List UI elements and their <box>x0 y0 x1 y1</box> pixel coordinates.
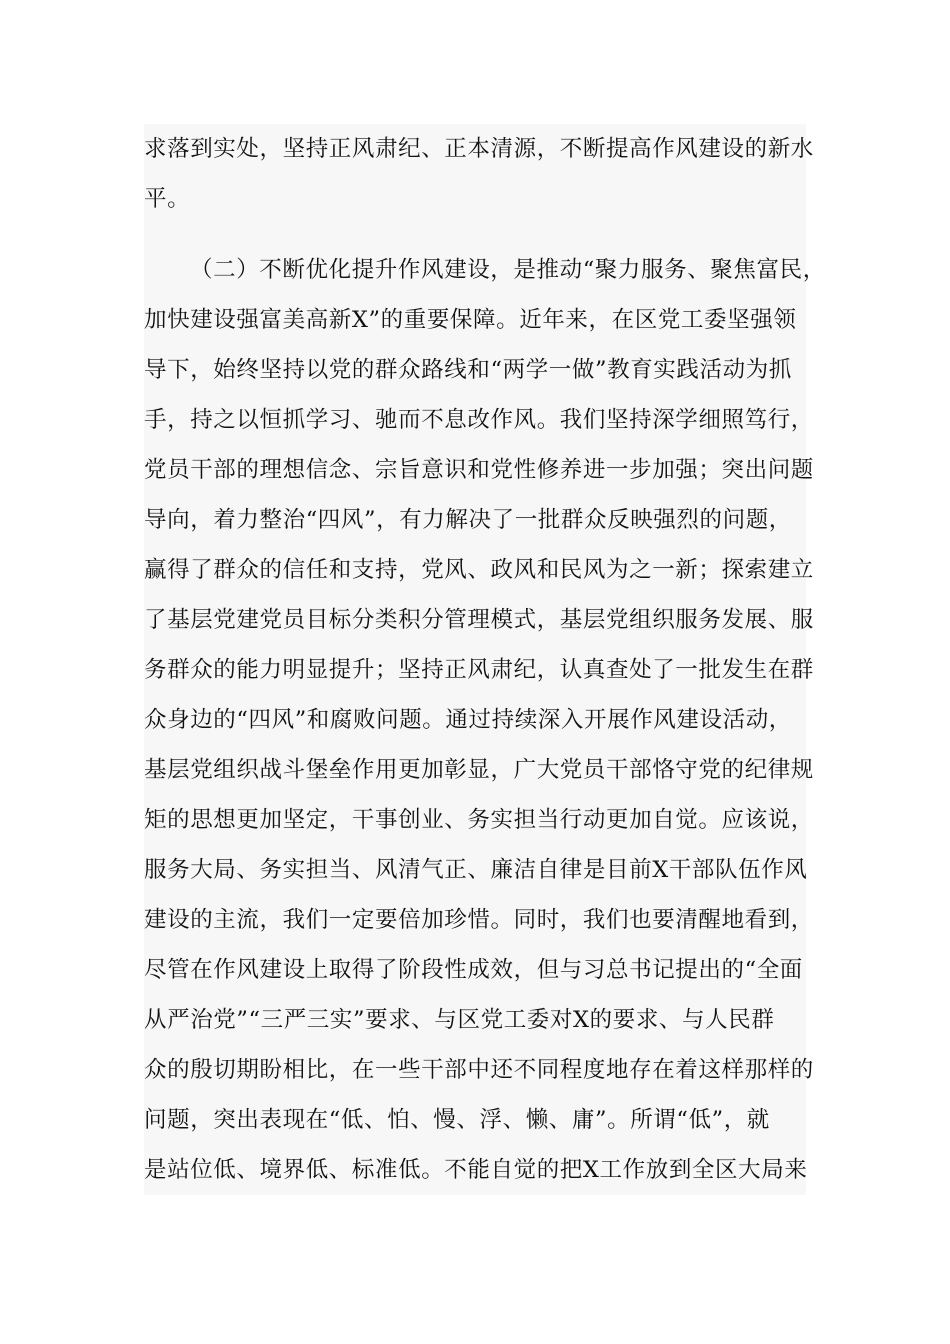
paragraph-2-line-9: 务群众的能力明显提升；坚持正风肃纪，认真查处了一批发生在群 <box>144 657 814 683</box>
text-block-top <box>144 124 814 225</box>
paragraph-2-line-2: 加快建设强富美高新X”的重要保障。近年来，在区党工委坚强领 <box>144 307 797 333</box>
paragraph-2-line-1: （二）不断优化提升作风建设，是推动“聚力服务、聚焦富民， <box>190 257 826 283</box>
paragraph-2-line-15: 尽管在作风建设上取得了阶段性成效，但与习总书记提出的“全面 <box>144 957 803 983</box>
paragraph-2-line-10: 众身边的“四风”和腐败问题。通过持续深入开展作风建设活动， <box>144 707 792 733</box>
paragraph-1-line-1: 求落到实处，坚持正风肃纪、正本清源，不断提高作风建设的新水 <box>144 136 814 162</box>
paragraph-2-line-3: 导下，始终坚持以党的群众路线和“两学一做”教育实践活动为抓 <box>144 357 792 383</box>
paragraph-2-line-19: 是站位低、境界低、标准低。不能自觉的把X工作放到全区大局来 <box>144 1157 808 1183</box>
paragraph-2-line-18: 问题，突出表现在“低、怕、慢、浮、懒、庸”。所谓“低”，就 <box>144 1107 770 1133</box>
paragraph-2-line-11: 基层党组织战斗堡垒作用更加彰显，广大党员干部恪守党的纪律规 <box>144 757 814 783</box>
paragraph-2-line-4: 手，持之以恒抓学习、驰而不息改作风。我们坚持深学细照笃行， <box>144 407 814 433</box>
paragraph-2-line-13: 服务大局、务实担当、风清气正、廉洁自律是目前X干部队伍作风 <box>144 857 808 883</box>
paragraph-2-line-12: 矩的思想更加坚定，干事创业、务实担当行动更加自觉。应该说， <box>144 807 814 833</box>
paragraph-2-line-6: 导向，着力整治“四风”，有力解决了一批群众反映强烈的问题， <box>144 507 792 533</box>
paragraph-2-line-16: 从严治党”“三严三实”要求、与区党工委对X的要求、与人民群 <box>144 1007 775 1033</box>
paragraph-2-line-5: 党员干部的理想信念、宗旨意识和党性修养进一步加强；突出问题 <box>144 457 814 483</box>
paragraph-2-line-8: 了基层党建党员目标分类积分管理模式，基层党组织服务发展、服 <box>144 607 814 633</box>
paragraph-2-line-17: 众的殷切期盼相比，在一些干部中还不同程度地存在着这样那样的 <box>144 1057 814 1083</box>
paragraph-2-line-14: 建设的主流，我们一定要倍加珍惜。同时，我们也要清醒地看到， <box>144 907 814 933</box>
paragraph-2-line-7: 赢得了群众的信任和支持，党风、政风和民风为之一新；探索建立 <box>144 557 814 583</box>
text-block-main <box>144 225 826 1195</box>
paragraph-1-line-2: 平。 <box>144 186 191 212</box>
